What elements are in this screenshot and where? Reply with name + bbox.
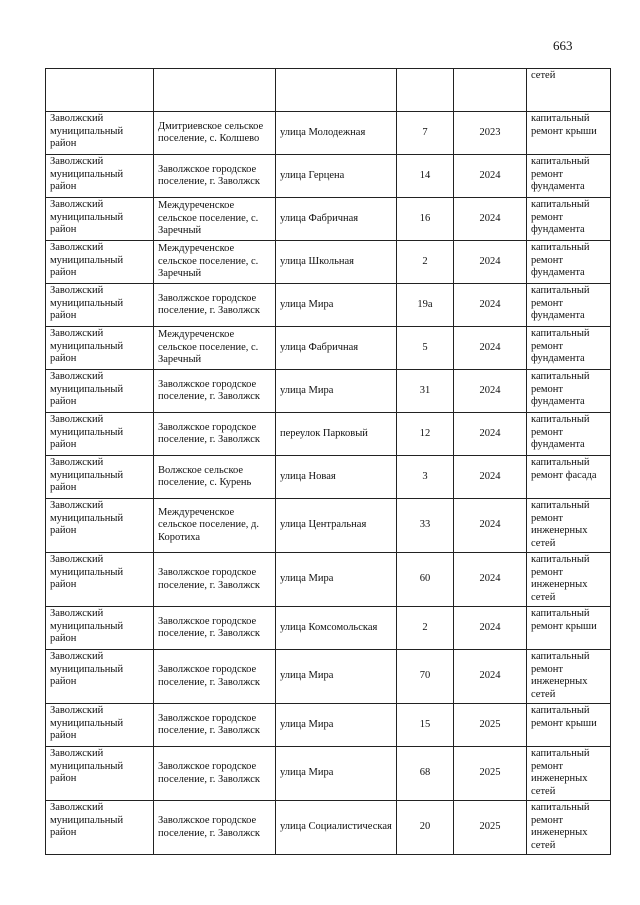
street-cell: улица Мира [276, 704, 397, 747]
work-type-cell: капитальный ремонт крыши [527, 607, 611, 650]
settlement-cell: Заволжское городское поселение, г. Заволжск [154, 155, 276, 198]
district-cell: Заволжский муниципальный район [46, 241, 154, 284]
table-row [46, 327, 611, 370]
year-cell: 2024 [454, 327, 527, 370]
work-type-cell: капитальный ремонт фундамента [527, 241, 611, 284]
house-number-cell: 14 [397, 155, 454, 198]
work-type-cell: капитальный ремонт инженерных сетей [527, 747, 611, 801]
settlement-cell: Междуреченское сельское поселение, д. Коротиха [154, 499, 276, 553]
settlement-cell: Заволжское городское поселение, г. Заволжск [154, 650, 276, 704]
street-cell: улица Герцена [276, 155, 397, 198]
table-row [46, 456, 611, 499]
year-cell: 2024 [454, 650, 527, 704]
year-cell: 2024 [454, 198, 527, 241]
table-row [46, 112, 611, 155]
street-cell: улица Социалистическая [276, 801, 397, 855]
street-cell: улица Фабричная [276, 198, 397, 241]
street-cell: улица Школьная [276, 241, 397, 284]
year-cell: 2024 [454, 241, 527, 284]
district-cell: Заволжский муниципальный район [46, 704, 154, 747]
district-cell: Заволжский муниципальный район [46, 650, 154, 704]
year-cell: 2024 [454, 284, 527, 327]
house-number-cell: 2 [397, 241, 454, 284]
district-cell [46, 69, 154, 112]
district-cell: Заволжский муниципальный район [46, 607, 154, 650]
district-cell: Заволжский муниципальный район [46, 112, 154, 155]
house-number-cell: 12 [397, 413, 454, 456]
settlement-cell: Дмитриевское сельское поселение, с. Колшево [154, 112, 276, 155]
settlement-cell [154, 69, 276, 112]
year-cell: 2024 [454, 155, 527, 198]
work-type-cell: капитальный ремонт инженерных сетей [527, 553, 611, 607]
work-type-cell: капитальный ремонт фундамента [527, 413, 611, 456]
year-cell [454, 69, 527, 112]
year-cell: 2024 [454, 607, 527, 650]
district-cell: Заволжский муниципальный район [46, 327, 154, 370]
work-type-cell: сетей [527, 69, 611, 112]
street-cell: переулок Парковый [276, 413, 397, 456]
street-cell: улица Комсомольская [276, 607, 397, 650]
settlement-cell: Заволжское городское поселение, г. Заволжск [154, 284, 276, 327]
settlement-cell: Заволжское городское поселение, г. Заволжск [154, 553, 276, 607]
settlement-cell: Волжское сельское поселение, с. Курень [154, 456, 276, 499]
table-row [46, 370, 611, 413]
year-cell: 2024 [454, 370, 527, 413]
house-number-cell: 60 [397, 553, 454, 607]
house-number-cell: 70 [397, 650, 454, 704]
district-cell: Заволжский муниципальный район [46, 155, 154, 198]
table-row [46, 704, 611, 747]
street-cell: улица Мира [276, 370, 397, 413]
year-cell: 2024 [454, 456, 527, 499]
settlement-cell: Междуреченское сельское поселение, с. Заречный [154, 327, 276, 370]
work-type-cell: капитальный ремонт крыши [527, 704, 611, 747]
work-type-cell: капитальный ремонт фундамента [527, 370, 611, 413]
district-cell: Заволжский муниципальный район [46, 801, 154, 855]
settlement-cell: Заволжское городское поселение, г. Заволжск [154, 747, 276, 801]
work-type-cell: капитальный ремонт крыши [527, 112, 611, 155]
work-type-cell: капитальный ремонт фасада [527, 456, 611, 499]
house-number-cell: 2 [397, 607, 454, 650]
house-number-cell [397, 69, 454, 112]
work-type-cell: капитальный ремонт инженерных сетей [527, 650, 611, 704]
year-cell: 2025 [454, 704, 527, 747]
settlement-cell: Междуреченское сельское поселение, с. Заречный [154, 241, 276, 284]
year-cell: 2025 [454, 747, 527, 801]
work-type-cell: капитальный ремонт фундамента [527, 327, 611, 370]
settlement-cell: Заволжское городское поселение, г. Заволжск [154, 370, 276, 413]
house-number-cell: 31 [397, 370, 454, 413]
street-cell: улица Мира [276, 553, 397, 607]
house-number-cell: 19а [397, 284, 454, 327]
year-cell: 2023 [454, 112, 527, 155]
street-cell: улица Мира [276, 284, 397, 327]
settlement-cell: Заволжское городское поселение, г. Заволжск [154, 801, 276, 855]
house-number-cell: 15 [397, 704, 454, 747]
year-cell: 2024 [454, 499, 527, 553]
house-number-cell: 20 [397, 801, 454, 855]
district-cell: Заволжский муниципальный район [46, 747, 154, 801]
work-type-cell: капитальный ремонт инженерных сетей [527, 801, 611, 855]
district-cell: Заволжский муниципальный район [46, 553, 154, 607]
work-type-cell: капитальный ремонт фундамента [527, 155, 611, 198]
table-row-continuation [46, 69, 611, 112]
street-cell: улица Молодежная [276, 112, 397, 155]
table-row [46, 650, 611, 704]
street-cell: улица Фабричная [276, 327, 397, 370]
house-number-cell: 68 [397, 747, 454, 801]
year-cell: 2024 [454, 413, 527, 456]
house-number-cell: 16 [397, 198, 454, 241]
street-cell: улица Мира [276, 650, 397, 704]
settlement-cell: Заволжское городское поселение, г. Заволжск [154, 413, 276, 456]
house-number-cell: 33 [397, 499, 454, 553]
house-number-cell: 5 [397, 327, 454, 370]
table-row [46, 607, 611, 650]
house-number-cell: 3 [397, 456, 454, 499]
table-row [46, 284, 611, 327]
street-cell [276, 69, 397, 112]
housing-repair-table [45, 68, 611, 855]
district-cell: Заволжский муниципальный район [46, 499, 154, 553]
work-type-cell: капитальный ремонт фундамента [527, 198, 611, 241]
settlement-cell: Междуреченское сельское поселение, с. Заречный [154, 198, 276, 241]
district-cell: Заволжский муниципальный район [46, 284, 154, 327]
table-row [46, 747, 611, 801]
street-cell: улица Мира [276, 747, 397, 801]
table-row [46, 499, 611, 553]
settlement-cell: Заволжское городское поселение, г. Заволжск [154, 607, 276, 650]
work-type-cell: капитальный ремонт фундамента [527, 284, 611, 327]
table-row [46, 553, 611, 607]
table-row [46, 413, 611, 456]
house-number-cell: 7 [397, 112, 454, 155]
table-row [46, 801, 611, 855]
table-row [46, 155, 611, 198]
district-cell: Заволжский муниципальный район [46, 370, 154, 413]
district-cell: Заволжский муниципальный район [46, 456, 154, 499]
page-number: 663 [553, 38, 573, 53]
street-cell: улица Новая [276, 456, 397, 499]
year-cell: 2024 [454, 553, 527, 607]
table-row [46, 241, 611, 284]
settlement-cell: Заволжское городское поселение, г. Заволжск [154, 704, 276, 747]
street-cell: улица Центральная [276, 499, 397, 553]
district-cell: Заволжский муниципальный район [46, 198, 154, 241]
year-cell: 2025 [454, 801, 527, 855]
district-cell: Заволжский муниципальный район [46, 413, 154, 456]
table-row [46, 198, 611, 241]
work-type-cell: капитальный ремонт инженерных сетей [527, 499, 611, 553]
